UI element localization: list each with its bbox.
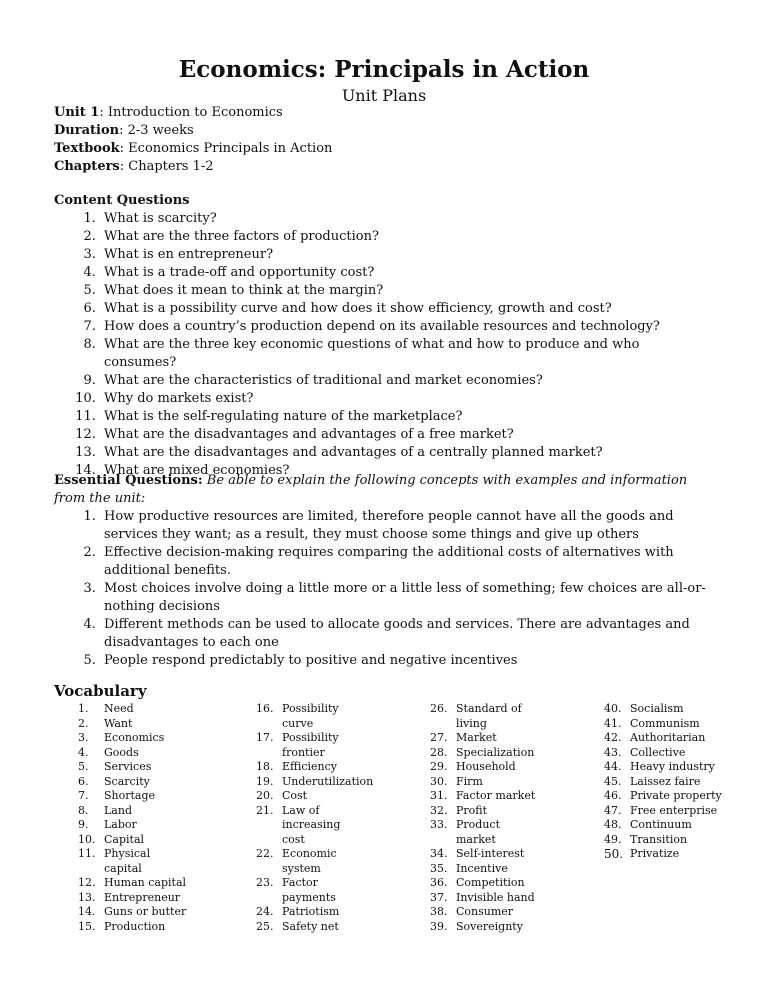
vocab-item — [604, 804, 724, 819]
duration-value: : 2-3 weeks — [119, 123, 194, 138]
vocab-item — [78, 876, 188, 891]
vocab-item — [78, 760, 188, 775]
vocab-number: 2. — [78, 716, 89, 730]
vocab-number: 38. — [430, 905, 448, 918]
vocab-term: Consumer — [456, 905, 514, 918]
unit-label: Unit 1 — [54, 105, 100, 120]
content-question-item: 5. What does it mean to think at the margin? — [100, 282, 714, 300]
vocab-term: Invisible hand — [456, 890, 535, 904]
content-question-item: 6. What is a possibility curve and how does it show efficiency, growth and cost? — [100, 300, 714, 318]
vocab-item — [430, 847, 540, 862]
vocab-number: 22. — [256, 847, 274, 860]
content-question-item: 11. What is the self-regulating nature of the marketplace? — [100, 408, 714, 426]
vocab-term: Entrepreneur — [104, 890, 181, 904]
page-subtitle: Unit Plans — [341, 86, 427, 105]
content-questions-list — [54, 210, 714, 480]
vocab-number: 31. — [430, 789, 448, 802]
vocab-list — [604, 702, 724, 862]
vocab-item — [256, 804, 356, 848]
vocab-number: 32. — [430, 803, 448, 817]
vocab-term: Socialism — [630, 702, 684, 715]
vocab-term: Privatize — [630, 847, 680, 860]
content-questions-heading: Content Questions — [54, 193, 190, 208]
content-question-item: 10. Why do markets exist? — [100, 390, 714, 408]
essential-questions-section — [54, 472, 714, 670]
vocab-number: 12. — [78, 876, 96, 889]
vocab-term: Efficiency — [282, 760, 338, 773]
vocab-term: Free enterprise — [630, 803, 718, 817]
vocab-item — [78, 905, 188, 920]
vocab-number: 9. — [78, 818, 89, 831]
vocab-term: Standard of living — [456, 702, 522, 730]
vocab-number: 4. — [78, 745, 89, 759]
vocab-item — [256, 876, 356, 905]
vocab-number: 29. — [430, 760, 448, 773]
vocab-item — [430, 746, 540, 761]
vocab-number: 13. — [78, 890, 96, 904]
vocab-number: 23. — [256, 876, 274, 889]
vocab-number: 28. — [430, 745, 448, 759]
vocab-item — [78, 775, 188, 790]
vocab-number: 21. — [256, 803, 274, 817]
vocab-number: 50. — [604, 847, 624, 861]
vocab-item — [604, 789, 724, 804]
vocab-item — [256, 760, 356, 775]
vocab-item — [256, 731, 356, 760]
vocab-item — [430, 775, 540, 790]
vocab-item — [604, 746, 724, 761]
vocab-item — [78, 818, 188, 833]
essential-question-item: 5. People respond predictably to positive and negative incentives — [100, 652, 714, 670]
vocab-number: 6. — [78, 774, 89, 788]
vocab-list — [430, 702, 540, 934]
content-question-item: 12. What are the disadvantages and advantages of a free market? — [100, 426, 714, 444]
vocab-term: Underutilization — [282, 774, 374, 788]
vocab-number: 8. — [78, 803, 89, 817]
vocab-item — [604, 818, 724, 833]
vocab-item — [430, 804, 540, 819]
vocab-item — [256, 905, 356, 920]
vocab-item — [256, 920, 356, 935]
vocab-term: Heavy industry — [630, 760, 715, 773]
vocab-number: 5. — [78, 760, 89, 773]
vocab-term: Collective — [630, 745, 686, 759]
vocab-number: 26. — [430, 702, 448, 715]
vocab-number: 17. — [256, 731, 274, 744]
duration-line — [54, 122, 332, 140]
vocab-number: 20. — [256, 789, 274, 802]
vocab-term: Economics — [104, 731, 165, 744]
vocab-item — [430, 876, 540, 891]
vocab-item — [78, 789, 188, 804]
vocab-item — [78, 920, 188, 935]
vocab-term: Profit — [456, 803, 488, 817]
vocab-number: 7. — [78, 789, 89, 802]
vocab-number: 44. — [604, 760, 622, 773]
vocab-number: 43. — [604, 745, 622, 759]
vocab-term: Authoritarian — [630, 731, 706, 744]
essential-questions-intro: Be able to explain the following concepts with examples and information from the unit: — [54, 473, 688, 506]
vocab-number: 33. — [430, 818, 448, 831]
vocab-number: 30. — [430, 774, 448, 788]
vocab-column-4 — [604, 702, 724, 862]
vocab-item — [604, 833, 724, 848]
vocab-number: 42. — [604, 731, 622, 744]
vocab-item — [78, 731, 188, 746]
vocab-term: Need — [104, 702, 134, 715]
vocab-term: Production — [104, 919, 166, 933]
vocab-item — [430, 760, 540, 775]
textbook-label: Textbook — [54, 141, 120, 156]
vocab-term: Market — [456, 731, 497, 744]
essential-questions-header — [54, 472, 714, 508]
vocab-item — [430, 905, 540, 920]
vocab-number: 18. — [256, 760, 274, 773]
vocab-term: Want — [104, 716, 133, 730]
vocab-item — [78, 833, 188, 848]
vocab-term: Sovereignty — [456, 919, 523, 933]
vocab-term: Possibility curve — [282, 702, 339, 730]
vocab-number: 46. — [604, 789, 622, 802]
vocab-item — [256, 789, 356, 804]
vocab-item — [604, 702, 724, 717]
vocab-number: 37. — [430, 890, 448, 904]
chapters-value: : Chapters 1-2 — [119, 159, 214, 174]
vocab-number: 35. — [430, 861, 448, 875]
vocab-item — [430, 920, 540, 935]
vocab-item — [430, 702, 540, 731]
vocab-number: 3. — [78, 731, 89, 744]
content-question-item: 4. What is a trade-off and opportunity cost? — [100, 264, 714, 282]
essential-question-item: 2. Effective decision-making requires comparing the additional costs of alternatives with additional benefits. — [100, 544, 714, 580]
vocab-term: Private property — [630, 789, 722, 802]
content-question-item: 13. What are the disadvantages and advantages of a centrally planned market? — [100, 444, 714, 462]
content-questions-section — [54, 192, 714, 480]
textbook-value: : Economics Principals in Action — [119, 141, 333, 156]
content-question-item: 2. What are the three factors of production? — [100, 228, 714, 246]
vocab-term: Economic system — [282, 847, 337, 875]
vocab-term: Land — [104, 803, 132, 817]
vocab-term: Self-interest — [456, 847, 525, 860]
vocab-item — [78, 891, 188, 906]
vocab-item — [256, 702, 356, 731]
vocab-item — [78, 804, 188, 819]
vocab-item — [256, 847, 356, 876]
vocab-item — [604, 760, 724, 775]
vocab-term: Laissez faire — [630, 774, 701, 788]
vocab-item — [604, 731, 724, 746]
vocab-number: 14. — [78, 905, 96, 918]
vocab-term: Human capital — [104, 876, 187, 889]
unit-meta — [54, 104, 332, 176]
vocab-column-3 — [430, 702, 540, 934]
content-question-item: 7. How does a country’s production depend on its available resources and technology? — [100, 318, 714, 336]
vocab-number: 48. — [604, 818, 622, 831]
vocab-term: Firm — [456, 774, 483, 788]
vocab-term: Physical capital — [104, 847, 151, 875]
vocab-term: Factor payments — [282, 876, 336, 904]
essential-question-item: 1. How productive resources are limited, therefore people cannot have all the goods and services they want; as a result, they must choose some things and give up others — [100, 508, 714, 544]
essential-question-item: 4. Different methods can be used to allocate goods and services. There are advantages and disadvantages to each one — [100, 616, 714, 652]
vocab-list — [256, 702, 374, 934]
vocab-term: Shortage — [104, 789, 156, 802]
vocab-term: Competition — [456, 876, 525, 889]
content-question-item: 14. What are mixed economies? — [100, 462, 714, 480]
vocab-item — [78, 847, 188, 876]
vocab-term: Labor — [104, 818, 137, 831]
vocab-item — [256, 774, 374, 790]
duration-label: Duration — [54, 123, 120, 138]
vocab-number: 25. — [256, 919, 274, 933]
vocab-item — [78, 717, 188, 732]
vocab-term: Transition — [630, 832, 688, 846]
content-question-item: 1. What is scarcity? — [100, 210, 714, 228]
content-question-item: 3. What is en entrepreneur? — [100, 246, 714, 264]
vocab-number: 47. — [604, 803, 622, 817]
content-question-item: 9. What are the characteristics of traditional and market economies? — [100, 372, 714, 390]
vocab-term: Cost — [282, 789, 308, 802]
essential-question-item: 3. Most choices involve doing a little more or a little less of something; few choices are all-or-nothing decisions — [100, 580, 714, 616]
vocab-term: Scarcity — [104, 774, 150, 788]
vocab-number: 15. — [78, 919, 96, 933]
vocab-number: 49. — [604, 832, 622, 846]
vocab-term: Patriotism — [282, 905, 340, 918]
vocab-number: 1. — [78, 702, 89, 715]
vocab-number: 11. — [78, 847, 96, 860]
vocabulary-heading: Vocabulary — [54, 682, 147, 700]
unit-line — [54, 104, 332, 122]
vocab-number: 45. — [604, 774, 622, 788]
vocab-term: Capital — [104, 832, 145, 846]
vocab-item — [430, 731, 540, 746]
vocab-term: Incentive — [456, 861, 508, 875]
vocab-term: Product market — [456, 818, 500, 846]
vocab-item — [430, 891, 540, 906]
vocab-item — [78, 746, 188, 761]
vocab-term: Household — [456, 760, 516, 773]
vocab-term: Safety net — [282, 919, 339, 933]
textbook-line — [54, 140, 332, 158]
vocab-column-2 — [256, 702, 374, 934]
vocab-term: Factor market — [456, 789, 536, 802]
essential-questions-heading: Essential Questions: — [54, 473, 203, 488]
unit-value: : Introduction to Economics — [99, 105, 283, 120]
vocab-item — [604, 775, 724, 790]
content-question-item: 8. What are the three key economic questions of what and how to produce and who consumes? — [100, 336, 714, 372]
vocab-number: 16. — [256, 702, 274, 715]
vocab-term: Communism — [630, 716, 700, 730]
vocab-number: 39. — [430, 919, 448, 933]
vocab-term: Specialization — [456, 745, 535, 759]
vocab-term: Continuum — [630, 818, 692, 831]
chapters-line — [54, 158, 332, 176]
page-title: Economics: Principals in Action — [178, 56, 590, 83]
vocab-term: Law of increasing cost — [282, 803, 341, 846]
vocab-item — [604, 717, 724, 732]
vocab-number: 36. — [430, 876, 448, 889]
vocab-number: 19. — [256, 774, 274, 788]
vocab-number: 34. — [430, 847, 448, 860]
vocab-item — [430, 862, 540, 877]
vocab-number: 10. — [78, 832, 96, 846]
vocab-item — [604, 847, 724, 862]
vocab-number: 41. — [604, 716, 622, 730]
chapters-label: Chapters — [54, 159, 120, 174]
vocab-number: 27. — [430, 731, 448, 744]
vocab-term: Goods — [104, 745, 139, 759]
vocab-list — [78, 702, 188, 934]
vocab-term: Services — [104, 760, 152, 773]
vocab-item — [78, 702, 188, 717]
vocab-number: 24. — [256, 905, 274, 918]
essential-questions-list — [54, 508, 714, 670]
vocab-term: Guns or butter — [104, 905, 187, 918]
vocab-term: Possibility frontier — [282, 731, 339, 759]
vocab-column-1 — [78, 702, 188, 934]
vocab-number: 40. — [604, 702, 622, 715]
vocab-item — [430, 818, 540, 847]
vocab-item — [430, 789, 540, 804]
